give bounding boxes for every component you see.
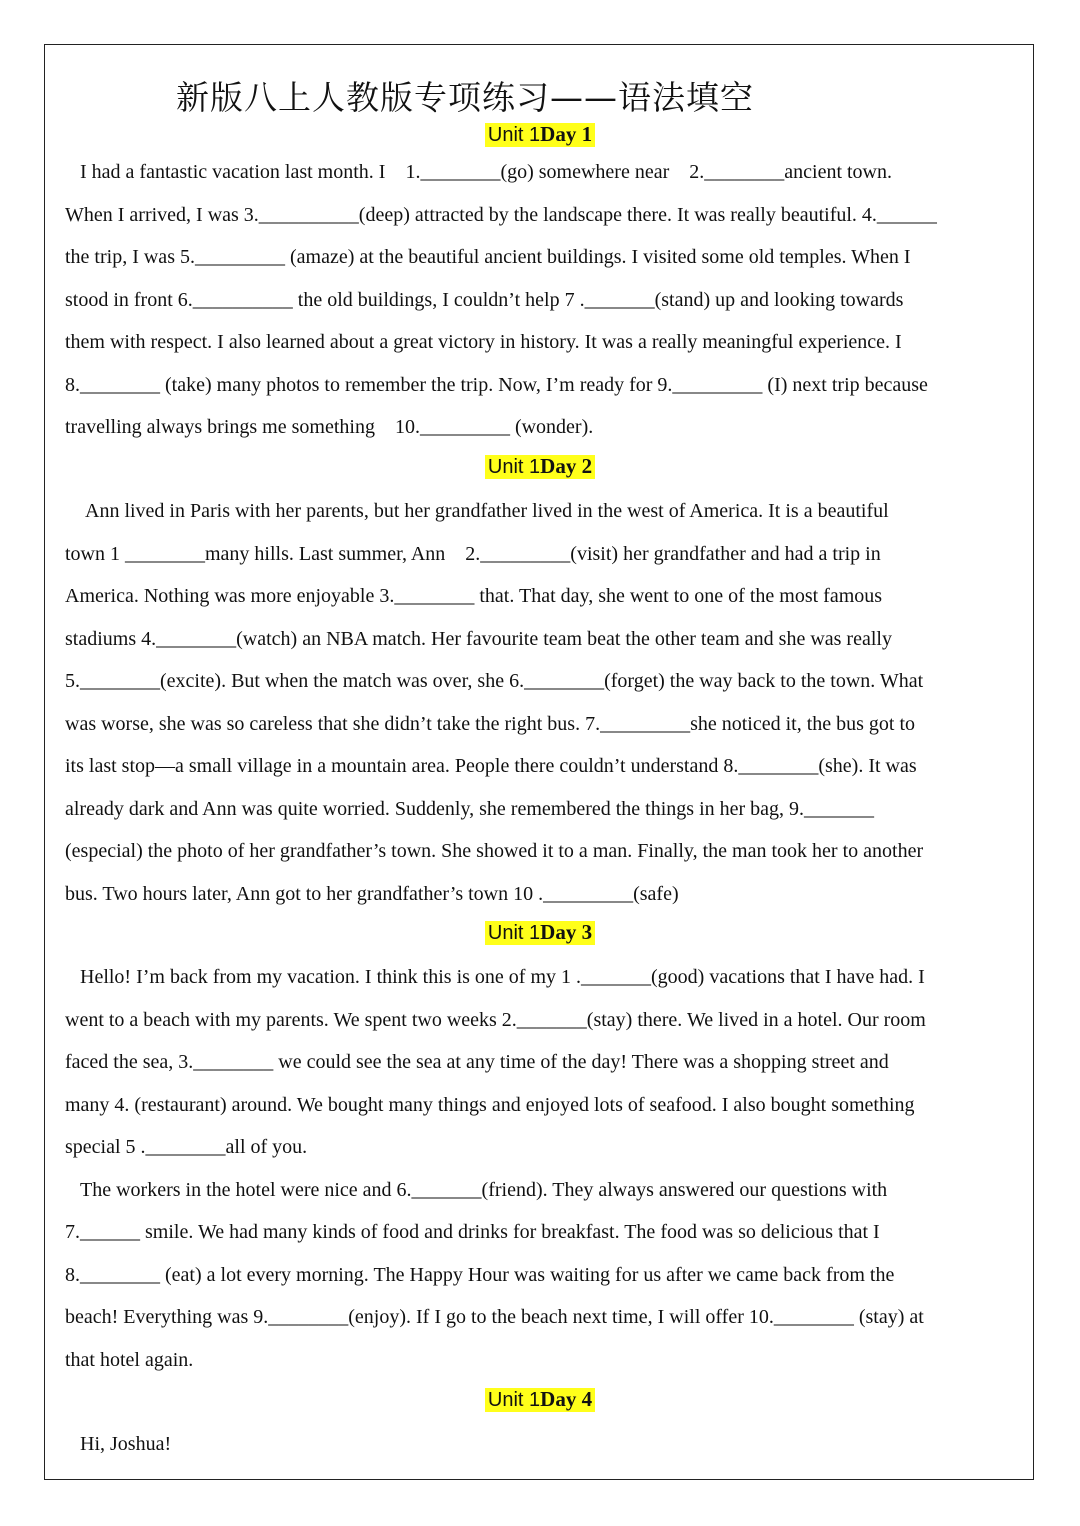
passage-line: them with respect. I also learned about a great victory in history. It was a really meaningful experience. I xyxy=(65,331,902,353)
passage-line: When I arrived, I was 3.__________(deep) attracted by the landscape there. It was really beautiful. 4.______ xyxy=(65,203,937,226)
passage-line: stadiums 4.________(watch) an NBA match. Her favourite team beat the other team and she was really xyxy=(65,627,892,650)
unit-label-highlight: Unit 1Day 3 xyxy=(485,921,595,945)
passage-line: stood in front 6.__________ the old buildings, I couldn’t help 7 ._______(stand) up and looking towards xyxy=(65,288,904,311)
page-title: 新版八上人教版专项练习——语法填空 xyxy=(176,78,754,117)
passage-day-3 xyxy=(65,956,1015,1381)
passage-line: bus. Two hours later, Ann got to her grandfather’s town 10 ._________(safe) xyxy=(65,882,679,905)
passage-day-1 xyxy=(65,151,1015,449)
passage-line: many 4. (restaurant) around. We bought many things and enjoyed lots of seafood. I also bought something xyxy=(65,1093,915,1116)
section-heading-day-1 xyxy=(0,122,1080,147)
passage-line: 8.________ (eat) a lot every morning. The Happy Hour was waiting for us after we came back from the xyxy=(65,1263,895,1286)
unit-label-highlight: Unit 1Day 2 xyxy=(485,455,595,479)
passage-line: Hello! I’m back from my vacation. I think this is one of my 1 ._______(good) vacations that I have had. I xyxy=(65,966,925,988)
passage-line: town 1 ________many hills. Last summer, Ann 2._________(visit) her grandfather and had a trip in xyxy=(65,542,881,565)
passage-line: was worse, she was so careless that she didn’t take the right bus. 7._________she noticed it, the bus got to xyxy=(65,712,916,735)
section-heading-day-4 xyxy=(0,1387,1080,1412)
passage-day-2 xyxy=(65,490,1015,915)
passage-line: The workers in the hotel were nice and 6._______(friend). They always answered our questions with xyxy=(65,1178,888,1201)
passage-line: already dark and Ann was quite worried. Suddenly, she remembered the things in her bag, 9._______ xyxy=(65,797,875,820)
section-heading-day-3 xyxy=(0,920,1080,945)
passage-line: the trip, I was 5._________ (amaze) at the beautiful ancient buildings. I visited some old temples. When I xyxy=(65,246,911,268)
passage-line: 5.________(excite). But when the match was over, she 6.________(forget) the way back to the town. What xyxy=(65,670,924,692)
passage-line: 7.______ smile. We had many kinds of food and drinks for breakfast. The food was so delicious that I xyxy=(65,1221,880,1243)
section-heading-day-2 xyxy=(0,454,1080,479)
unit-label-highlight: Unit 1Day 4 xyxy=(485,1388,595,1412)
passage-line: 8.________ (take) many photos to remember the trip. Now, I’m ready for 9._________ (I) next trip because xyxy=(65,373,928,396)
passage-line: travelling always brings me something 10._________ (wonder). xyxy=(65,416,594,438)
passage-line: Hi, Joshua! xyxy=(65,1433,172,1455)
unit-label-highlight: Unit 1Day 1 xyxy=(485,123,595,147)
passage-line: faced the sea, 3.________ we could see the sea at any time of the day! There was a shopping street and xyxy=(65,1051,889,1073)
passage-line: beach! Everything was 9.________(enjoy). If I go to the beach next time, I will offer 10.________ (stay) at xyxy=(65,1306,924,1328)
passage-day-4 xyxy=(65,1423,1015,1466)
passage-line: I had a fantastic vacation last month. I 1.________(go) somewhere near 2.________ancient town. xyxy=(65,161,893,183)
passage-line: (especial) the photo of her grandfather’s town. She showed it to a man. Finally, the man took her to another xyxy=(65,840,924,862)
passage-line: America. Nothing was more enjoyable 3.________ that. That day, she went to one of the most famous xyxy=(65,585,883,607)
passage-line: Ann lived in Paris with her parents, but her grandfather lived in the west of America. It is a beautiful xyxy=(65,500,889,522)
passage-line: that hotel again. xyxy=(65,1348,194,1371)
passage-line: special 5 .________all of you. xyxy=(65,1136,308,1158)
passage-line: its last stop—a small village in a mountain area. People there couldn’t understand 8.________(she). It was xyxy=(65,755,917,777)
passage-line: went to a beach with my parents. We spent two weeks 2._______(stay) there. We lived in a hotel. Our room xyxy=(65,1008,926,1031)
